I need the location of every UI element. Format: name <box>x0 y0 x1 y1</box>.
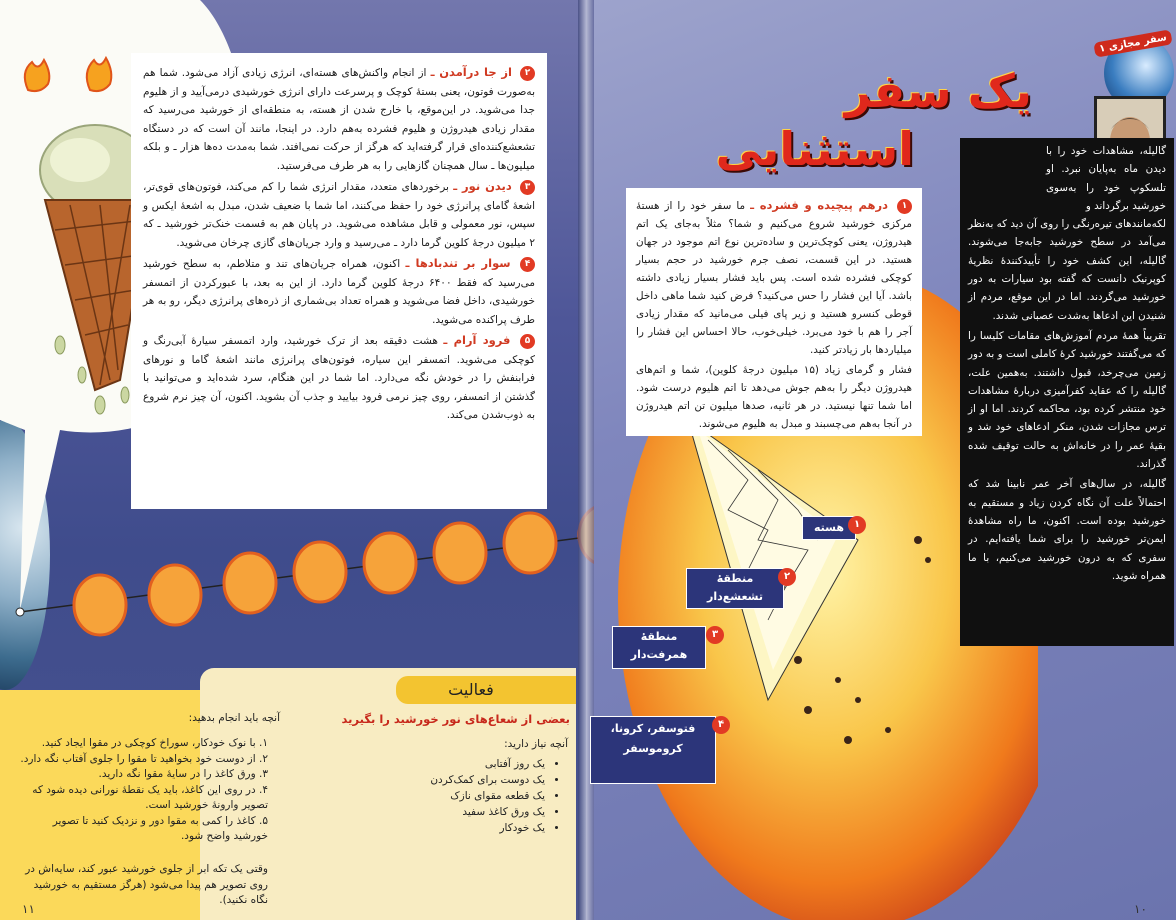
right-page-number: ۱۰ <box>1134 902 1147 916</box>
steps-list <box>18 736 268 845</box>
list-item: ۲. از دوست خود بخواهید تا مقوا را جلوی آفتاب نگه دارد. <box>20 752 268 765</box>
activity-title: فعالیت <box>448 680 494 699</box>
activity-note: وقتی یک تکه ابر از جلوی خورشید عبور کند، سایه‌اش در روی تصویر هم پیدا می‌شود (هرگز مستقیم به خورشید نگاه نکنید). <box>25 863 268 906</box>
list-item: • یک خودکار <box>300 820 545 836</box>
activity-subtitle: بعضی از شعاع‌های نور خورشید را بگیرید <box>341 712 570 726</box>
section-3-badge: ۳ <box>520 180 535 195</box>
label-core-badge: ۱ <box>848 516 866 534</box>
section-5 <box>143 331 535 425</box>
section-4-title: سوار بر تندبادها ـ <box>405 256 511 270</box>
todo-title: آنچه باید انجام بدهید: <box>188 712 280 724</box>
section-4 <box>143 254 535 329</box>
list-item: • یک روز آفتابی <box>300 756 545 772</box>
list-item: ۳. ورق کاغذ را در سایهٔ مقوا نگه دارید. <box>98 768 268 780</box>
galileo-text-2: تقریباً همهٔ مردم آموزش‌های مقامات کلیسا را که می‌گفتند خورشید کرهٔ کاملی است و به دور زمین می‌چرخد، قبول داشتند. به‌همین علت، گالیله را که عقاید کفرآمیزی دربارهٔ مشاهدات خود منتشر کرده بود، محاکمه کردند. اما او از ترس مجازات شدن، منکر ادعاهای خود شد و بقیهٔ عمر را در خانه‌اش به حالت توقیف شده گذراند. <box>968 329 1166 471</box>
galileo-text-3: گالیله، در سال‌های آخر عمر نابینا شد که احتمالاً علت آن نگاه کردن زیاد و مستقیم به خورشید بوده است. اکنون، ما راه مشاهدهٔ ایمن‌تر خورشید را برای شما یافته‌ایم. در سفری که به درون خورشید می‌کنیم، با ما همراه شوید. <box>968 478 1166 582</box>
section-1-text: ما سفر خود را از هستهٔ مرکزی خورشید شروع می‌کنیم و شما؟ مثلاً به‌جای یک اتم هیدروژن، یعنی کوچک‌ترین و ساده‌ترین نوع اتم موجود در جهان هستید. در این قسمت، نصف جرم خورشید در حجم بسیار کوچکی فشرده شده است. پس باید فشار بسیار زیادی داشته باشد. آیا این فشار را حس می‌کنید؟ فرض کنید شما ماهی داخل قوطی کنسرو هستید و زیر پای فیلی می‌مانید که مقدار زیادی آجر را هم با خود می‌برد. خیلی‌خوب، حالا احساس این فشار را میلیاردها بار زیادتر کنید. <box>636 200 912 356</box>
page-title-line2: استثنایی <box>715 122 914 176</box>
section-1-badge: ۱ <box>897 199 912 214</box>
section-4-badge: ۴ <box>520 257 535 272</box>
section-3-title: دیدن نور ـ <box>453 179 512 193</box>
list-item: • یک ورق کاغذ سفید <box>300 804 545 820</box>
label-convective-zone: منطقهٔ همرفت‌دار <box>612 626 706 669</box>
label-photosphere-badge: ۴ <box>712 716 730 734</box>
label-photosphere: فتوسفر، کرونا، کروموسفر <box>590 716 716 784</box>
section-1-title: درهم پیچیده و فشرده ـ <box>750 198 888 212</box>
virtual-trip-tag: سفر مجازی ۱ <box>1093 29 1172 57</box>
section-5-badge: ۵ <box>520 334 535 349</box>
list-item: ۱. با نوک خودکار، سوراخ کوچکی در مقوا ایجاد کنید. <box>41 737 268 749</box>
section-1 <box>636 196 912 359</box>
label-convective-badge: ۳ <box>706 626 724 644</box>
label-radiative-zone: منطقهٔ تشعشع‌دار <box>686 568 784 609</box>
label-core: هسته <box>802 516 856 540</box>
list-item: ۴. در روی این کاغذ، باید یک نقطهٔ نورانی دیده شود که تصویر وارونهٔ خورشید است. <box>32 783 268 811</box>
list-item: • یک قطعه مقوای نازک <box>300 788 545 804</box>
section-2 <box>143 63 535 175</box>
section-2-text: از انجام واکنش‌های هسته‌ای، انرژی زیادی آزاد می‌شود. شما هم به‌صورت فوتون، یعنی بستهٔ کوچک و پرسرعت دارای انرژی خورشیدی درمی‌آیید و از هلیوم جدا می‌شوید. در این‌موقع، با خارج شدن از هسته، به منطقه‌ای از خورشید می‌رسید که مقدار زیادی هیدروژن و هلیوم فشرده به‌هم دارد. در اینجا، مانند آن است که در دستگاه تشعشع‌کننده‌ای قرار گرفته‌اید که هرگز از حرکت نمی‌افتد. شما به‌مدت ده‌ها هزار ـ و بلکه میلیون‌ها ـ سال همچنان گازهایی را به هر طرف می‌فرستید. <box>143 67 535 172</box>
section-5-title: فرود آرام ـ <box>443 333 511 347</box>
galileo-text-body: لکه‌مانندهای تیره‌رنگی را روی آن دید که به‌نظر می‌آمد در سطح خورشید جابه‌جا می‌شوند. گالیله، این کشف خود را تأییدکنندهٔ نظریهٔ کوپرنیک دانست که گفته بود سیارات به دور خورشید می‌گردند. اما در این موقع، مردم از شنیدن این ادعاها به‌شدت عصبانی شدند. <box>968 218 1166 322</box>
list-item: • یک دوست برای کمک‌کردن <box>300 772 545 788</box>
galileo-panel <box>960 138 1174 646</box>
section-2-badge: ۲ <box>520 66 535 81</box>
section-3 <box>143 177 535 252</box>
right-text-panel <box>626 188 922 436</box>
galileo-text-intro: گالیله، مشاهدات خود را با دیدن ماه به‌پایان نبرد. او تلسکوپ خود را به‌سوی خورشید برگرداند و <box>1046 145 1166 212</box>
list-item: ۵. کاغذ را کمی به مقوا دور و نزدیک کنید تا تصویر خورشید واضح شود. <box>52 814 268 842</box>
section-3-text: برخوردهای متعدد، مقدار انرژی شما را کم می‌کند، فوتون‌های قوی‌تر، اشعهٔ گامای پرانرژی خود را حفظ می‌کنند، اما شما با ضعیف شدن، مبدل به اشعهٔ ایکس و سپس، نور معمولی و قابل مشاهده می‌شوید. در پایان هم به قسمت خنک‌تر خورشید ـ که ۲ میلیون درجهٔ کلوین گرما دارد ـ می‌رسید و وارد جریان‌های گازی چرخان می‌شوید. <box>143 181 535 249</box>
section-2-title: از جا درآمدن ـ <box>430 65 512 79</box>
section-5-text: هشت دقیقه بعد از ترک خورشید، وارد اتمسفر سیارهٔ آبی‌رنگ و کوچکی می‌شوید. اتمسفر این سیاره، فوتون‌های پرانرژی مانند اشعهٔ گاما و نورهای فرابنفش را در خودش نگه می‌دارد. اما شما در این هنگام، سرد شده‌اید و می‌توانید با گذشتن از اتمسفر، روی چیز نرمی فرود بیایید و جذب آن بشوید. اکنون، آن چیز نرم شروع به ذوب‌شدن می‌کند. <box>143 335 535 421</box>
needs-list <box>300 756 559 836</box>
label-radiative-badge: ۲ <box>778 568 796 586</box>
section-4-text: اکنون، همراه جریان‌های تند و متلاطم، به سطح خورشید می‌رسید که فقط ۶۴۰۰ درجهٔ کلوین گرما دارد. از این به بعد، با عبورکردن از اتمسفر خورشیدی، داخل فضا می‌شوید و همراه تعداد بی‌شماری از ذره‌های پرانرژی دیگر، رو به هر طرف پراکنده می‌شوید. <box>143 258 535 326</box>
needs-title: آنچه نیاز دارید: <box>504 738 568 750</box>
left-page-number: ۱۱ <box>22 902 35 916</box>
page-title-line1: یک سفر <box>844 64 1032 118</box>
section-1-text-2: فشار و گرمای زیاد (۱۵ میلیون درجهٔ کلوین)، شما و اتم‌های هیدروژن دیگر را به‌هم جوش می‌دهد تا اتم هلیوم درست شود. اما شما تنها نیستید. در هر ثانیه، صدها میلیون تن اتم هیدروژن در آنجا به‌هم می‌چسبند و مبدل به هلیوم می‌شوند. <box>636 364 912 430</box>
left-text-panel <box>131 53 547 509</box>
